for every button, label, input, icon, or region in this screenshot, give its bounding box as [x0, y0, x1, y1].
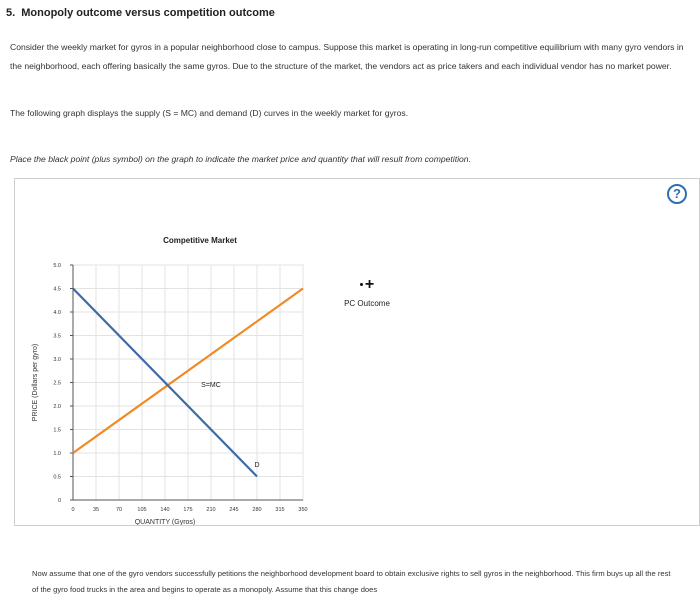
x-tick-label: 245 [229, 507, 239, 513]
y-tick-label: 2.0 [53, 404, 61, 410]
x-tick-label: 105 [137, 507, 147, 513]
competitive-market-chart[interactable] [15, 179, 699, 525]
graph-panel [14, 178, 700, 526]
x-tick-label: 350 [298, 507, 308, 513]
followup-paragraph: Now assume that one of the gyro vendors successfully petitions the neighborhood development board to obtain exclusive rights to sell gyros in the neighborhood. This firm buys up all the rest of the gyro food trucks in the area and begins to operate as a monopoly. Assume that this change does [32, 569, 671, 594]
x-tick-label: 280 [252, 507, 262, 513]
demand-label: D [254, 462, 260, 470]
question-title-text: Monopoly outcome versus competition outcome [21, 7, 275, 19]
x-tick-label: 0 [71, 507, 75, 513]
x-tick-label: 175 [183, 507, 193, 513]
pc-outcome-tool[interactable] [337, 277, 397, 308]
y-tick-label: 4.5 [53, 286, 61, 293]
y-tick-label: 3.0 [53, 357, 61, 363]
supply-label: S=MC [201, 382, 221, 390]
drag-dot [360, 283, 363, 286]
y-axis-label: PRICE (Dollars per gyro) [32, 343, 39, 422]
y-tick-label: 4.0 [53, 310, 61, 316]
x-tick-label: 70 [115, 507, 123, 513]
chart-title: Competitive Market [163, 236, 237, 245]
x-axis-label: QUANTITY (Gyros) [134, 519, 196, 525]
plus-point-icon[interactable] [337, 277, 397, 293]
y-tick-label: 5.0 [53, 263, 61, 269]
graph-description: The following graph displays the supply (S = MC) and demand (D) curves in the weekly market for gyros. [10, 108, 409, 118]
plus-symbol: + [364, 276, 375, 293]
y-tick-label: 3.5 [53, 333, 61, 340]
y-tick-label: 1.0 [53, 451, 61, 457]
y-tick-label: 1.5 [53, 427, 61, 434]
y-tick-label: 0.5 [53, 474, 61, 481]
help-icon[interactable]: ? [667, 184, 687, 204]
intro-paragraph: Consider the weekly market for gyros in a popular neighborhood close to campus. Suppose this market is operating in long-run competitive equilibrium with many gyro vendors in the neighborhood, each offering basically the same gyros. Due to the structure of the market, the vendors act as price takers and each individual vendor has no market power. [10, 42, 684, 71]
question-number: 5. [6, 7, 16, 19]
question-title [6, 7, 275, 19]
x-tick-label: 35 [92, 507, 100, 513]
x-tick-label: 210 [206, 507, 216, 513]
x-tick-label: 315 [275, 507, 285, 513]
y-tick-label: 2.5 [53, 380, 61, 387]
instruction-text: Place the black point (plus symbol) on the graph to indicate the market price and quantity that will result from competition. [10, 154, 471, 164]
x-tick-label: 140 [160, 507, 170, 513]
pc-outcome-label: PC Outcome [344, 299, 390, 308]
y-tick-label: 0 [57, 498, 61, 504]
